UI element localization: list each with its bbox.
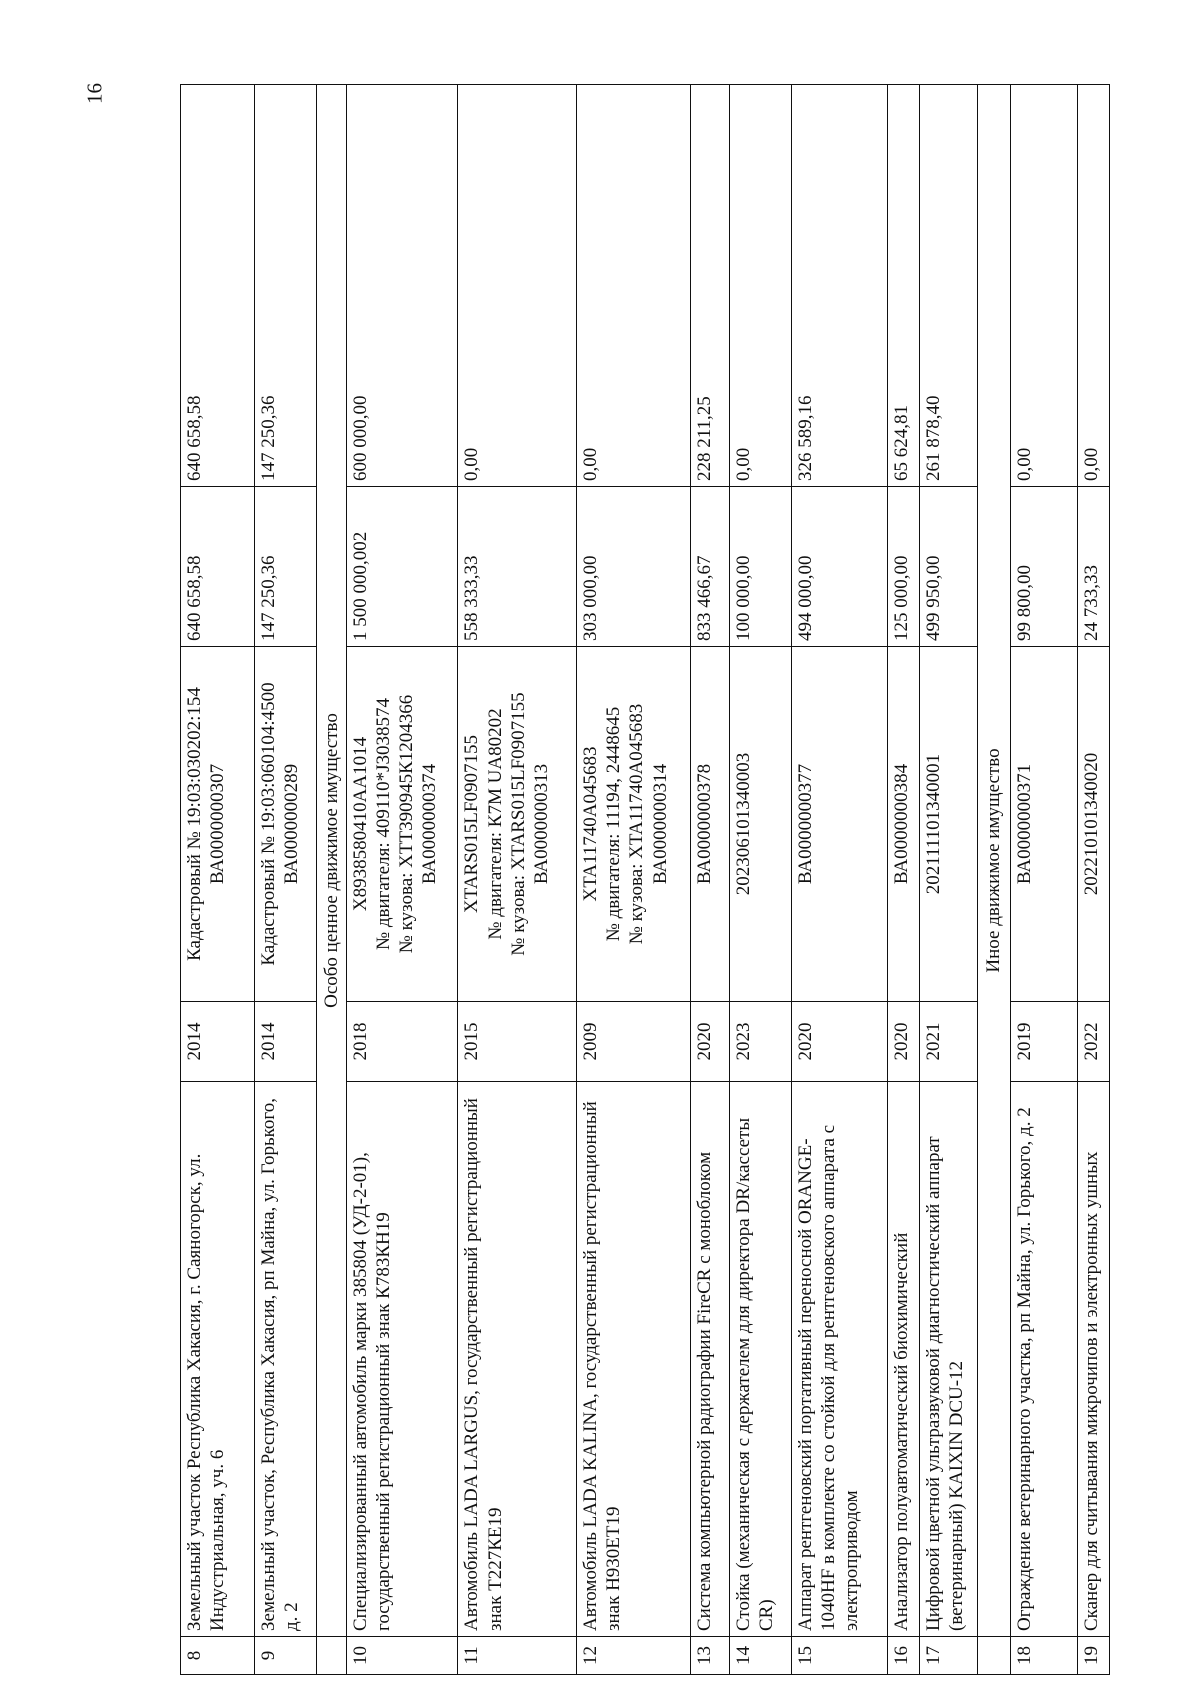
identifier-line: Кадастровый № 19:03:030202:154 (184, 687, 205, 961)
year-cell: 2019 (1011, 1002, 1078, 1082)
identifier-line: ВА0000000377 (794, 763, 816, 885)
value-cell: 0,00 (730, 85, 792, 487)
table-row (458, 85, 577, 1675)
identifier-cell (691, 647, 730, 1002)
table-row (346, 85, 458, 1675)
table-row (254, 85, 317, 1675)
identifier-line: XTARS015LF0907155 (461, 735, 483, 913)
property-name: Стойка (механическая с держателем для директора DR/кассеты CR) (730, 1082, 792, 1637)
cost-cell: 499 950,00 (919, 487, 977, 647)
identifier-line: ВА0000000374 (419, 763, 441, 885)
table-row (730, 85, 792, 1675)
identifier-line: Х8938580410АА1014 (349, 736, 371, 912)
table-row (888, 85, 920, 1675)
identifier-line: ВА0000000371 (1014, 763, 1036, 885)
property-name: Автомобиль LADA KALINA, государственный регистрационный знак Н930ЕТ19 (577, 1082, 691, 1637)
year-cell: 2009 (577, 1002, 691, 1082)
identifier-line: 202210101340020 (1081, 752, 1103, 896)
value-cell: 147 250,36 (254, 85, 317, 487)
row-number: 17 (919, 1637, 977, 1675)
identifier-cell (254, 647, 317, 1002)
identifier-line: Кадастровый № 19:03:060104:4500 (257, 682, 279, 966)
section-spacer (977, 1637, 1011, 1675)
identifier-line: 202306101340003 (733, 752, 755, 896)
value-cell: 0,00 (1078, 85, 1110, 487)
identifier-cell (577, 647, 691, 1002)
property-name: Ограждение ветеринарного участка, рп Майна, ул. Горького, д. 2 (1011, 1082, 1078, 1637)
year-cell: 2020 (791, 1002, 887, 1082)
year-cell: 2020 (888, 1002, 920, 1082)
cost-cell: 147 250,36 (254, 487, 317, 647)
row-number: 10 (346, 1637, 458, 1675)
cost-cell: 24 733,33 (1078, 487, 1110, 647)
value-cell: 228 211,25 (691, 85, 730, 487)
property-name: Анализатор полуавтоматический биохимический (888, 1082, 920, 1637)
value-cell: 65 624,81 (888, 85, 920, 487)
identifier-line: № кузова: XTA11740A045683 (626, 703, 648, 945)
value-cell: 326 589,16 (791, 85, 887, 487)
value-cell: 640 658,58 (181, 85, 255, 487)
row-number: 9 (254, 1637, 317, 1675)
cost-cell: 1 500 000,002 (346, 487, 458, 647)
identifier-cell (181, 647, 255, 1002)
rotated-table-wrapper (180, 85, 1110, 1675)
year-cell: 2020 (691, 1002, 730, 1082)
value-cell: 0,00 (458, 85, 577, 487)
identifier-cell (458, 647, 577, 1002)
row-number: 12 (577, 1637, 691, 1675)
identifier-line: № двигателя: 409110*J3038574 (372, 697, 394, 951)
identifier-line: ВА0000000289 (281, 763, 302, 885)
identifier-cell (1011, 647, 1078, 1002)
property-name: Сканер для считывания микрочипов и электронных ушных (1078, 1082, 1110, 1637)
property-name: Специализированный автомобиль марки 385804 (УД-2-01), государственный регистрационный знак К783КН19 (346, 1082, 458, 1637)
table-row (1078, 85, 1110, 1675)
table-row (1011, 85, 1078, 1675)
row-number: 18 (1011, 1637, 1078, 1675)
cost-cell: 125 000,00 (888, 487, 920, 647)
year-cell: 2015 (458, 1002, 577, 1082)
property-name: Система компьютерной радиографии FireCR с моноблоком (691, 1082, 730, 1637)
year-cell: 2014 (254, 1002, 317, 1082)
identifier-line: ВА0000000307 (207, 763, 229, 885)
table-row (791, 85, 887, 1675)
row-number: 14 (730, 1637, 792, 1675)
identifier-line: ВА0000000313 (530, 763, 552, 885)
row-number: 13 (691, 1637, 730, 1675)
year-cell: 2018 (346, 1002, 458, 1082)
property-name: Аппарат рентгеновский портативный переносной ORANGE-1040HF в комплекте со стойкой для рентгеновского аппарата с электроприводом (791, 1082, 887, 1637)
identifier-cell (919, 647, 977, 1002)
section-row (977, 85, 1011, 1675)
identifier-line: ВА0000000314 (649, 763, 671, 885)
cost-cell: 99 800,00 (1011, 487, 1078, 647)
identifier-line: 202111101340001 (922, 753, 944, 895)
cost-cell: 303 000,00 (577, 487, 691, 647)
value-cell: 261 878,40 (919, 85, 977, 487)
row-number: 19 (1078, 1637, 1110, 1675)
identifier-line: XTA11740A045683 (580, 746, 602, 902)
value-cell: 0,00 (1011, 85, 1078, 487)
property-name: Земельный участок, Республика Хакасия, рп Майна, ул. Горького, д. 2 (254, 1082, 317, 1637)
identifier-cell (346, 647, 458, 1002)
year-cell: 2014 (181, 1002, 255, 1082)
cost-cell: 833 466,67 (691, 487, 730, 647)
identifier-cell (888, 647, 920, 1002)
identifier-cell (730, 647, 792, 1002)
section-row (317, 85, 346, 1675)
table-row (691, 85, 730, 1675)
section-heading: Особо ценное движимое имущество (317, 85, 346, 1637)
table-row (919, 85, 977, 1675)
cost-cell: 100 000,00 (730, 487, 792, 647)
identifier-cell (1078, 647, 1110, 1002)
identifier-line: № кузова: XTARS015LF0907155 (507, 692, 529, 956)
property-name: Цифровой цветной ультразвуковой диагностический аппарат (ветеринарный) KAIXIN DCU-12 (919, 1082, 977, 1637)
identifier-line: № кузова: ХТТ390945К1204366 (395, 694, 417, 954)
year-cell: 2023 (730, 1002, 792, 1082)
property-table (180, 84, 1110, 1675)
value-cell: 600 000,00 (346, 85, 458, 487)
table-row (577, 85, 691, 1675)
identifier-line: ВА0000000384 (891, 763, 913, 885)
cost-cell: 640 658,58 (181, 487, 255, 647)
row-number: 8 (181, 1637, 255, 1675)
cost-cell: 494 000,00 (791, 487, 887, 647)
year-cell: 2022 (1078, 1002, 1110, 1082)
identifier-line: № двигателя: 11194, 2448645 (603, 706, 625, 942)
property-name: Автомобиль LADA LARGUS, государственный регистрационный знак Т227КЕ19 (458, 1082, 577, 1637)
section-heading: Иное движимое имущество (977, 85, 1011, 1637)
year-cell: 2021 (919, 1002, 977, 1082)
value-cell: 0,00 (577, 85, 691, 487)
page-number: 16 (82, 83, 107, 104)
property-name: Земельный участок Республика Хакасия, г. Саяногорск, ул. Индустриальная, уч. 6 (181, 1082, 255, 1637)
identifier-line: № двигателя: К7М UA80202 (484, 708, 506, 940)
identifier-cell (791, 647, 887, 1002)
table-row (181, 85, 255, 1675)
row-number: 16 (888, 1637, 920, 1675)
row-number: 11 (458, 1637, 577, 1675)
identifier-line: ВА0000000378 (694, 763, 716, 885)
section-spacer (317, 1637, 346, 1675)
cost-cell: 558 333,33 (458, 487, 577, 647)
row-number: 15 (791, 1637, 887, 1675)
